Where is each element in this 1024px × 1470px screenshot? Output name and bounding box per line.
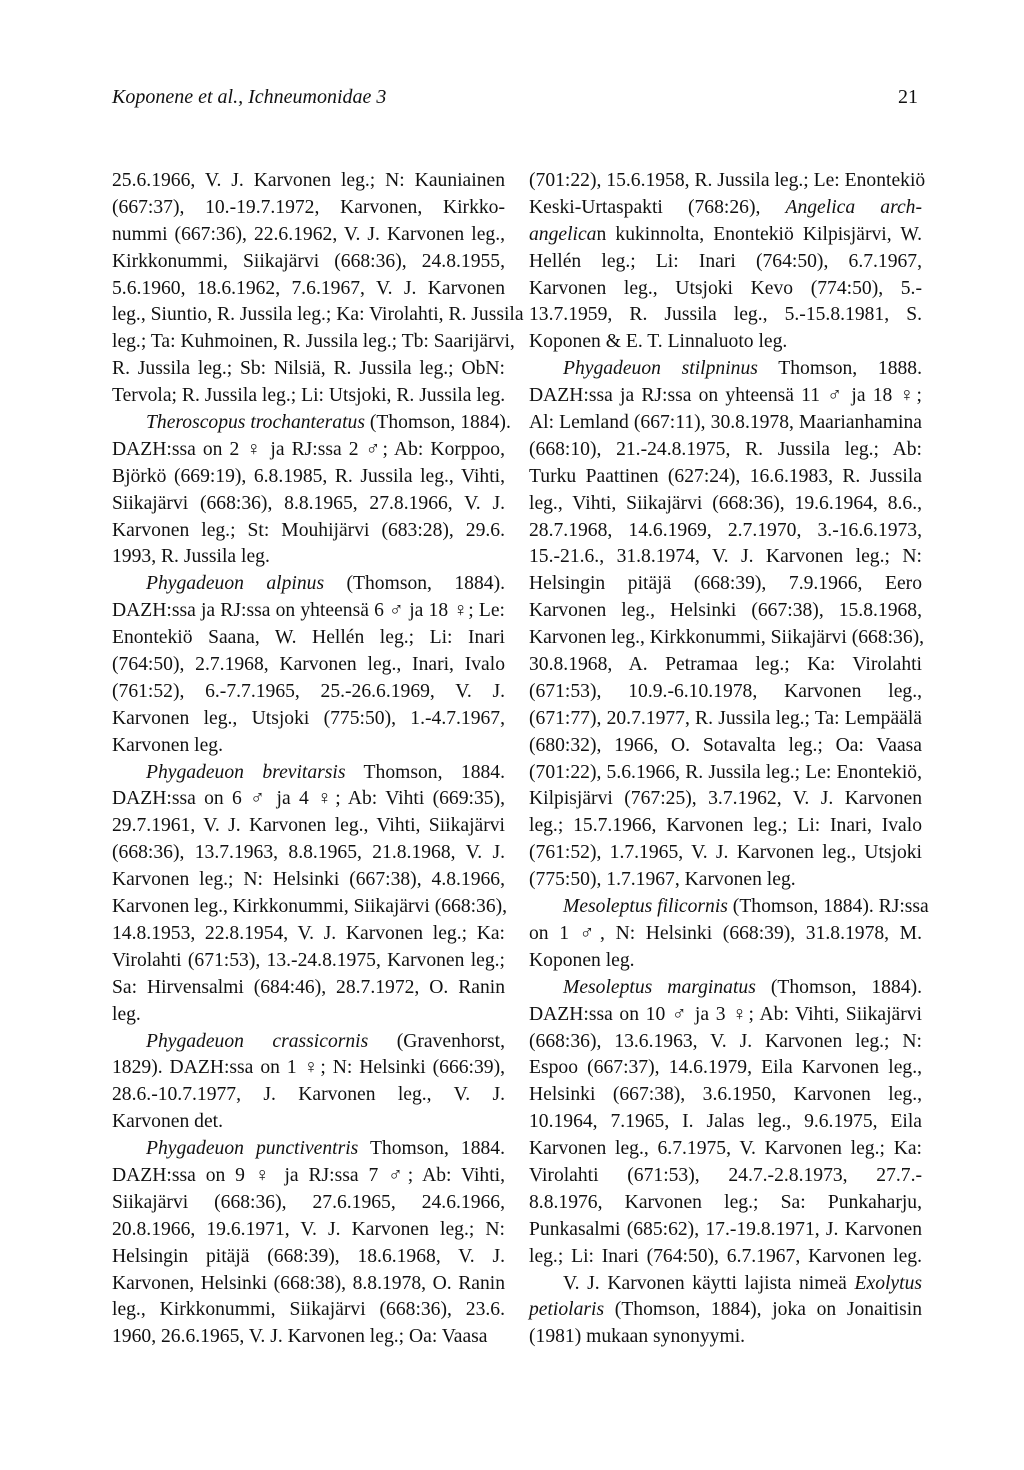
taxon-name: Phygadeuon punctiventris [146, 1138, 359, 1160]
text-line [529, 1055, 922, 1082]
text-line [112, 222, 505, 249]
text-line [529, 356, 922, 383]
text-line [112, 276, 505, 303]
text-line [112, 383, 505, 410]
text-line [529, 464, 922, 491]
text-line [112, 679, 505, 706]
text-line [112, 760, 505, 787]
text-segment: DAZH:ssa on 10 ♂ ja 3 ♀; Ab: Vihti, Siikajärvi [529, 1003, 922, 1025]
left-text-column [112, 168, 524, 1351]
text-line [112, 356, 505, 383]
text-segment: (Thomson, 1884). [364, 412, 511, 434]
text-line [529, 302, 922, 329]
text-segment: leg., Vihti, Siikajärvi (668:36), 19.6.1964, 8.6., [529, 492, 922, 514]
text-line [529, 1002, 922, 1029]
text-line [529, 222, 922, 249]
text-segment: 14.8.1953, 22.8.1954, V. J. Karvonen leg.; Ka: [112, 922, 505, 944]
text-segment: Kilpisjärvi (767:25), 3.7.1962, V. J. Karvonen [529, 788, 922, 810]
text-segment: 1993, R. Jussila leg. [112, 546, 270, 568]
text-segment: 28.7.1968, 14.6.1969, 2.7.1970, 3.-16.6.1973, [529, 519, 922, 541]
text-line [112, 1324, 505, 1351]
text-segment: Helsingin pitäjä (668:39), 7.9.1966, Eero [529, 573, 922, 595]
text-segment: (680:32), 1966, O. Sotavalta leg.; Oa: Vaasa [529, 734, 922, 756]
text-segment: leg., Kirkkonummi, Siikajärvi (668:36), 23.6. [112, 1299, 505, 1321]
text-line [529, 1324, 922, 1351]
text-segment: Karvonen leg. [112, 734, 223, 756]
text-line [112, 518, 505, 545]
text-line [112, 1055, 505, 1082]
text-segment: Punkasalmi (685:62), 17.-19.8.1971, J. Karvonen [529, 1218, 922, 1240]
text-line [112, 706, 505, 733]
text-segment: (Thomson, 1884). [755, 976, 922, 998]
text-line [529, 276, 922, 303]
text-line [112, 410, 511, 437]
text-segment: leg.; 15.7.1966, Karvonen leg.; Li: Inari, Ivalo [529, 815, 922, 837]
text-segment: (668:36), 13.7.1963, 8.8.1965, 21.8.1968, V. J. [112, 842, 505, 864]
text-line [112, 571, 505, 598]
text-segment: R. Jussila leg.; Sb: Nilsiä, R. Jussila leg.; ObN: [112, 358, 505, 380]
text-segment: Helsingin pitäjä (668:39), 18.6.1968, V. J. [112, 1245, 505, 1267]
text-line [112, 1136, 505, 1163]
text-line [529, 518, 922, 545]
text-line [529, 948, 922, 975]
text-segment: (Thomson, 1884). RJ:ssa [727, 896, 929, 918]
text-line [529, 1082, 922, 1109]
taxon-name: angelica [529, 223, 597, 245]
text-line [529, 544, 922, 571]
text-segment: Björkö (669:19), 6.8.1985, R. Jussila leg., Vihti, [112, 465, 505, 487]
text-segment: Al: Lemland (667:11), 30.8.1978, Maarianhamina [529, 412, 922, 434]
text-segment: Virolahti (671:53), 13.-24.8.1975, Karvonen leg.; [112, 949, 505, 971]
text-line [529, 383, 922, 410]
text-line [529, 760, 922, 787]
text-line [112, 813, 505, 840]
text-segment: Siikajärvi (668:36), 8.8.1965, 27.8.1966, V. J. [112, 492, 505, 514]
text-segment: (Gravenhorst, [368, 1030, 505, 1052]
text-segment: Helsinki (667:38), 3.6.1950, Karvonen leg., [529, 1084, 922, 1106]
text-line [529, 840, 922, 867]
text-line [529, 249, 922, 276]
text-segment: (668:36), 13.6.1963, V. J. Karvonen leg.; N: [529, 1030, 922, 1052]
text-line [112, 1244, 505, 1271]
text-line [112, 1163, 505, 1190]
text-line [112, 1029, 505, 1056]
text-line [529, 1029, 922, 1056]
text-segment: leg., Siuntio, R. Jussila leg.; Ka: Virolahti, R. Jussila [112, 304, 524, 326]
text-segment: Turku Paattinen (627:24), 16.6.1983, R. Jussila [529, 465, 922, 487]
text-segment: DAZH:ssa on 9 ♀ ja RJ:ssa 7 ♂; Ab: Vihti, [112, 1164, 505, 1186]
text-line [112, 1271, 505, 1298]
text-segment: 13.7.1959, R. Jussila leg., 5.-15.8.1981, S. [529, 304, 922, 326]
text-segment: Kirkkonummi, Siikajärvi (668:36), 24.8.1955, [112, 250, 505, 272]
text-segment: 1829). DAZH:ssa on 1 ♀; N: Helsinki (666:39), [112, 1057, 505, 1079]
taxon-name: Mesoleptus marginatus [563, 976, 756, 998]
text-segment: Karvonen leg.; St: Mouhijärvi (683:28), 29.6. [112, 519, 505, 541]
text-segment: (668:10), 21.-24.8.1975, R. Jussila leg.; Ab: [529, 438, 922, 460]
text-segment: V. J. Karvonen käytti lajista nimeä [563, 1272, 855, 1294]
text-segment: (701:22), 5.6.1966, R. Jussila leg.; Le: Enontekiö, [529, 761, 922, 783]
text-line [529, 1297, 922, 1324]
text-line [112, 975, 505, 1002]
text-line [529, 1217, 922, 1244]
text-line [112, 302, 524, 329]
text-line [112, 786, 505, 813]
text-line [112, 625, 505, 652]
text-line [112, 867, 505, 894]
text-segment: Thomson, 1884. [345, 761, 505, 783]
text-line [529, 867, 922, 894]
text-segment: DAZH:ssa on 2 ♀ ja RJ:ssa 2 ♂; Ab: Korppoo, [112, 438, 505, 460]
text-segment: (1981) mukaan synonyymi. [529, 1326, 746, 1348]
text-line [529, 679, 922, 706]
text-segment: Thomson, 1884. [358, 1138, 505, 1160]
text-segment: 20.8.1966, 19.6.1971, V. J. Karvonen leg.; N: [112, 1218, 505, 1240]
text-segment: Karvonen leg.; N: Helsinki (667:38), 4.8.1966, [112, 869, 505, 891]
text-segment: Virolahti (671:53), 24.7.-2.8.1973, 27.7.- [529, 1164, 922, 1186]
text-line [112, 1190, 505, 1217]
text-line [529, 1163, 922, 1190]
text-segment: (761:52), 1.7.1965, V. J. Karvonen leg., Utsjoki [529, 842, 922, 864]
text-segment: (667:37), 10.-19.7.1972, Karvonen, Kirkko- [112, 196, 505, 218]
text-segment: (671:53), 10.9.-6.10.1978, Karvonen leg., [529, 680, 922, 702]
text-line [529, 625, 925, 652]
text-segment: (671:77), 20.7.1977, R. Jussila leg.; Ta: Lempäälä [529, 707, 922, 729]
text-line [529, 1136, 922, 1163]
text-segment: Keski-Urtaspakti (768:26), [529, 196, 786, 218]
text-segment: Karvonen leg., Utsjoki Kevo (774:50), 5.- [529, 277, 922, 299]
text-line [112, 195, 505, 222]
text-line [112, 491, 505, 518]
page-number: 21 [898, 86, 918, 108]
text-segment: Espoo (667:37), 14.6.1979, Eila Karvonen leg., [529, 1057, 922, 1079]
text-segment: (Thomson, 1884). [324, 573, 505, 595]
text-segment: 5.6.1960, 18.6.1962, 7.6.1967, V. J. Karvonen [112, 277, 505, 299]
text-segment: on 1 ♂, N: Helsinki (668:39), 31.8.1978, M. [529, 922, 922, 944]
taxon-name: Phygadeuon brevitarsis [146, 761, 346, 783]
text-line [529, 598, 922, 625]
text-line [112, 733, 505, 760]
text-line [529, 168, 926, 195]
text-segment: 1960, 26.6.1965, V. J. Karvonen leg.; Oa: Vaasa [112, 1326, 488, 1348]
text-line [112, 544, 505, 571]
text-line [529, 786, 922, 813]
text-segment: Karvonen leg., Utsjoki (775:50), 1.-4.7.1967, [112, 707, 505, 729]
text-line [529, 1109, 922, 1136]
text-segment: Enontekiö Saana, W. Hellén leg.; Li: Inari [112, 627, 505, 649]
text-segment: Karvonen det. [112, 1111, 223, 1133]
text-segment: 29.7.1961, V. J. Karvonen leg., Vihti, Siikajärvi [112, 815, 505, 837]
text-segment: Siikajärvi (668:36), 27.6.1965, 24.6.1966, [112, 1191, 505, 1213]
right-text-column [529, 168, 929, 1351]
text-line [529, 571, 922, 598]
text-line [112, 652, 505, 679]
text-line [112, 840, 505, 867]
taxon-name: Phygadeuon crassicornis [146, 1030, 369, 1052]
text-line [529, 706, 922, 733]
text-segment: 10.1964, 7.1965, I. Jalas leg., 9.6.1975, Eila [529, 1111, 922, 1133]
text-segment: leg.; Li: Inari (764:50), 6.7.1967, Karvonen leg. [529, 1245, 922, 1267]
text-line [112, 464, 505, 491]
text-line [529, 1190, 922, 1217]
text-line [529, 329, 922, 356]
text-segment: DAZH:ssa on 6 ♂ ja 4 ♀; Ab: Vihti (669:35), [112, 788, 505, 810]
text-segment: Thomson, 1888. [757, 358, 922, 380]
text-segment: Hellén leg.; Li: Inari (764:50), 6.7.1967, [529, 250, 922, 272]
text-segment: 28.6.-10.7.1977, J. Karvonen leg., V. J. [112, 1084, 505, 1106]
text-line [112, 1082, 505, 1109]
text-segment: 25.6.1966, V. J. Karvonen leg.; N: Kauniainen [112, 170, 505, 191]
text-segment: Koponen leg. [529, 949, 635, 971]
text-segment: Sa: Hirvensalmi (684:46), 28.7.1972, O. Ranin [112, 976, 505, 998]
text-line [112, 1297, 505, 1324]
text-line [529, 813, 922, 840]
text-segment: n kukinnolta, Enontekiö Kilpisjärvi, W. [596, 223, 922, 245]
text-segment: (775:50), 1.7.1967, Karvonen leg. [529, 869, 796, 891]
text-segment: Karvonen, Helsinki (668:38), 8.8.1978, O. Ranin [112, 1272, 505, 1294]
text-segment: (Thomson, 1884), joka on Jonaitisin [604, 1299, 922, 1321]
text-line [112, 1002, 505, 1029]
text-segment: Karvonen leg., Kirkkonummi, Siikajärvi (668:36), [529, 627, 925, 649]
text-line [529, 894, 929, 921]
text-segment: DAZH:ssa ja RJ:ssa on yhteensä 11 ♂ ja 18 ♀; [529, 385, 922, 407]
text-line [529, 652, 922, 679]
text-line [112, 1217, 505, 1244]
text-line [529, 733, 922, 760]
text-segment: Karvonen leg., 6.7.1975, V. Karvonen leg.; Ka: [529, 1138, 922, 1160]
text-line [112, 598, 505, 625]
text-line [112, 249, 505, 276]
text-line [529, 1271, 922, 1298]
text-segment: Koponen & E. T. Linnaluoto leg. [529, 331, 788, 353]
text-segment: 8.8.1976, Karvonen leg.; Sa: Punkaharju, [529, 1191, 922, 1213]
text-segment: Karvonen leg., Kirkkonummi, Siikajärvi (668:36), [112, 896, 508, 918]
text-segment: Tervola; R. Jussila leg.; Li: Utsjoki, R. Jussila leg. [112, 385, 506, 407]
text-line [112, 329, 515, 356]
text-line [112, 1109, 505, 1136]
text-line [112, 948, 505, 975]
text-line [529, 491, 922, 518]
text-line [529, 1244, 922, 1271]
running-title: Koponene et al., Ichneumonidae 3 [112, 86, 387, 108]
text-line [529, 975, 922, 1002]
taxon-name: Phygadeuon stilpninus [563, 358, 758, 380]
text-line [529, 437, 922, 464]
text-line [112, 921, 505, 948]
text-line [112, 894, 508, 921]
text-segment: leg. [112, 1003, 141, 1025]
taxon-name: Mesoleptus filicornis [563, 896, 728, 918]
taxon-name: Exolytus [854, 1272, 922, 1294]
taxon-name: Phygadeuon alpinus [146, 573, 325, 595]
taxon-name: Angelica arch- [785, 196, 922, 218]
text-segment: (761:52), 6.-7.7.1965, 25.-26.6.1969, V. J. [112, 680, 505, 702]
taxon-name: Theroscopus trochanteratus [146, 412, 365, 434]
text-segment: (701:22), 15.6.1958, R. Jussila leg.; Le: Enontekiö [529, 170, 926, 191]
text-segment: Karvonen leg., Helsinki (667:38), 15.8.1968, [529, 600, 922, 622]
running-header [112, 86, 918, 116]
text-segment: nummi (667:36), 22.6.1962, V. J. Karvonen leg., [112, 223, 505, 245]
text-line [112, 437, 505, 464]
taxon-name: petiolaris [529, 1299, 605, 1321]
text-segment: DAZH:ssa ja RJ:ssa on yhteensä 6 ♂ ja 18 ♀; Le: [112, 600, 505, 622]
text-line [112, 168, 505, 195]
text-segment: 30.8.1968, A. Petramaa leg.; Ka: Virolahti [529, 654, 922, 676]
text-segment: (764:50), 2.7.1968, Karvonen leg., Inari, Ivalo [112, 654, 505, 676]
text-line [529, 195, 922, 222]
text-line [529, 921, 922, 948]
text-segment: leg.; Ta: Kuhmoinen, R. Jussila leg.; Tb: Saarijärvi, [112, 331, 515, 353]
text-line [529, 410, 922, 437]
text-segment: 15.-21.6., 31.8.1974, V. J. Karvonen leg.; N: [529, 546, 922, 568]
